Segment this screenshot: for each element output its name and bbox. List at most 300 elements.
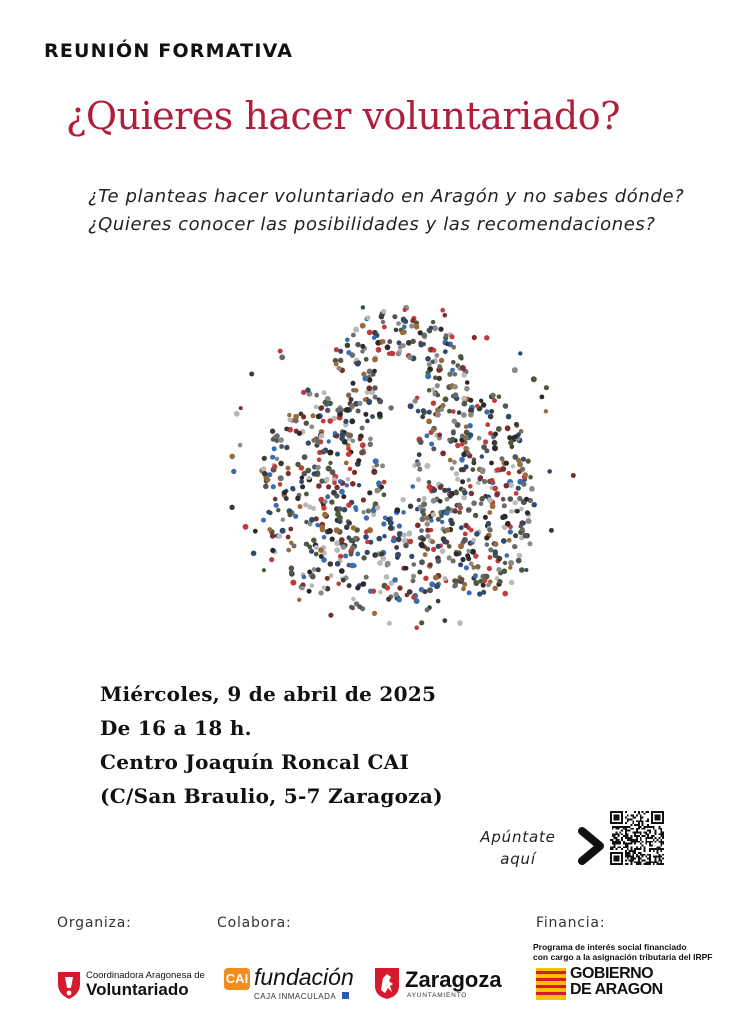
crowd-person [325, 494, 330, 499]
crowd-person [470, 467, 475, 472]
crowd-person [361, 510, 365, 514]
crowd-person [427, 410, 432, 415]
crowd-person [508, 565, 512, 569]
crowd-person [443, 396, 449, 402]
crowd-person [304, 542, 309, 547]
crowd-person [300, 484, 305, 489]
crowd-person [479, 502, 484, 507]
crowd-person [324, 477, 330, 483]
crowd-person [349, 552, 354, 557]
crowd-person [460, 479, 465, 484]
cav-emblem-icon [56, 968, 82, 1000]
crowd-person [472, 538, 477, 543]
crowd-person [335, 452, 340, 457]
crowd-person [347, 583, 352, 588]
crowd-person [277, 533, 283, 539]
crowd-person [501, 538, 507, 544]
crowd-person [372, 385, 377, 390]
crowd-person [271, 437, 276, 442]
crowd-person [462, 537, 468, 543]
crowd-person [279, 444, 284, 449]
crowd-person [475, 564, 481, 570]
crowd-person [412, 562, 417, 567]
crowd-person [357, 483, 361, 487]
crowd-person [433, 575, 439, 581]
crowd-person [490, 503, 496, 509]
crowd-person [403, 543, 409, 549]
crowd-person [312, 567, 317, 572]
zaragoza-subtitle: AYUNTAMIENTO [407, 992, 468, 999]
crowd-person [465, 380, 470, 385]
crowd-person [407, 531, 413, 537]
crowd-person [341, 578, 346, 583]
crowd-person [466, 549, 470, 553]
crowd-person [488, 414, 494, 420]
crowd-person [312, 471, 317, 476]
crowd-person [431, 512, 436, 517]
crowd-person [381, 521, 386, 526]
crowd-person [452, 578, 457, 583]
crowd-person [365, 419, 370, 424]
crowd-person [459, 457, 465, 463]
crowd-person [403, 308, 407, 312]
crowd-person [287, 417, 292, 422]
crowd-person [376, 347, 382, 353]
crowd-person [497, 579, 502, 584]
crowd-person [326, 484, 331, 489]
crowd-person [477, 591, 482, 596]
crowd-person [354, 508, 358, 512]
crowd-person [286, 471, 291, 476]
crowd-person [438, 485, 443, 490]
crowd-person [436, 544, 441, 549]
crowd-person [365, 540, 370, 545]
crowd-person [461, 396, 467, 402]
crowd-person [488, 431, 493, 436]
crowd-person [392, 314, 397, 319]
zaragoza-name: Zaragoza [405, 967, 502, 992]
crowd-person [447, 544, 452, 549]
crowd-person [375, 505, 380, 510]
crowd-person [372, 552, 378, 558]
crowd-person [446, 488, 451, 493]
crowd-person [421, 501, 427, 507]
crowd-person [461, 372, 466, 377]
crowd-person [414, 324, 420, 330]
irpf-note [533, 942, 713, 962]
crowd-person [489, 478, 495, 484]
crowd-person [322, 586, 326, 590]
crowd-person [435, 383, 440, 388]
crowd-person [427, 362, 432, 367]
crowd-person [486, 521, 491, 526]
crowd-person [366, 508, 371, 513]
crowd-person [318, 547, 324, 553]
crowd-person [500, 456, 505, 461]
crowd-person [461, 586, 466, 591]
crowd-person [425, 356, 431, 362]
crowd-person [450, 466, 454, 470]
crowd-person [278, 437, 284, 443]
crowd-person [330, 537, 335, 542]
gobierno-line-2: DE ARAGON [570, 981, 663, 998]
crowd-person [278, 482, 283, 487]
crowd-person [328, 461, 332, 465]
crowd-person [455, 477, 460, 482]
crowd-person [334, 547, 340, 553]
crowd-person [360, 426, 365, 431]
crowd-person [440, 308, 445, 313]
crowd-person [438, 499, 443, 504]
crowd-person [540, 395, 545, 400]
crowd-person [372, 336, 376, 340]
crowd-person [307, 589, 312, 594]
crowd-person [345, 483, 349, 487]
crowd-person [479, 399, 483, 403]
crowd-person [425, 516, 430, 521]
crowd-person [425, 373, 431, 379]
crowd-person [514, 491, 519, 496]
signup-line-1: Apúntate [480, 828, 556, 846]
crowd-person [388, 405, 393, 410]
crowd-person [354, 388, 359, 393]
crowd-person [411, 574, 416, 579]
crowd-person [408, 403, 414, 409]
crowd-person [504, 483, 510, 489]
crowd-person [261, 518, 266, 523]
crowd-person [229, 505, 234, 510]
crowd-person [347, 433, 353, 439]
crowd-person [436, 558, 442, 564]
crowd-person [322, 535, 327, 540]
crowd-person [436, 393, 441, 398]
crowd-person [282, 490, 287, 495]
crowd-person [462, 401, 468, 407]
crowd-person [314, 545, 319, 550]
crowd-person [493, 586, 498, 591]
qr-code-icon[interactable] [610, 811, 664, 865]
crowd-person [523, 533, 529, 539]
irpf-line-2: con cargo a la asignación tributaria del IRPF [533, 952, 713, 962]
crowd-person [351, 545, 356, 550]
event-date: Miércoles, 9 de abril de 2025 [100, 682, 437, 706]
crowd-person [425, 534, 430, 539]
crowd-person [431, 401, 436, 406]
crowd-person [427, 484, 433, 490]
crowd-person [420, 516, 426, 522]
crowd-person [437, 433, 442, 438]
cav-name: Voluntariado [86, 980, 189, 999]
crowd-person [346, 477, 350, 481]
crowd-person [496, 567, 501, 572]
crowd-person [339, 436, 345, 442]
crowd-person [267, 527, 272, 532]
signup-label[interactable] [470, 826, 566, 870]
crowd-person [524, 568, 528, 572]
crowd-person [307, 570, 312, 575]
crowd-person [295, 462, 300, 467]
crowd-person [343, 554, 348, 559]
crowd-person [507, 538, 512, 543]
crowd-person [280, 528, 286, 534]
crowd-person [402, 533, 407, 538]
crowd-person [457, 503, 463, 509]
crowd-person [471, 500, 477, 506]
crowd-person [425, 528, 430, 533]
logo-gobierno-aragon [536, 966, 686, 1004]
crowd-person [544, 385, 549, 390]
crowd-person [374, 488, 380, 494]
crowd-person [454, 490, 459, 495]
crowd-person [323, 400, 328, 405]
crowd-person [493, 541, 499, 547]
crowd-person [464, 386, 470, 392]
crowd-person [396, 351, 401, 356]
crowd-person [495, 467, 500, 472]
crowd-person [361, 497, 366, 502]
crowd-person [364, 515, 369, 520]
crowd-person [415, 523, 421, 529]
crowd-person [457, 410, 462, 415]
crowd-person [429, 442, 434, 447]
crowd-person [351, 525, 356, 530]
crowd-person [445, 527, 450, 532]
crowd-person [379, 485, 384, 490]
crowd-person [431, 427, 436, 432]
crowd-person [386, 597, 391, 602]
crowd-person [364, 357, 369, 362]
crowd-person [521, 457, 526, 462]
crowd-person [464, 565, 469, 570]
crowd-person [329, 499, 334, 504]
crowd-person [272, 464, 277, 469]
eyebrow-label: REUNIÓN FORMATIVA [44, 40, 294, 62]
crowd-person [381, 556, 387, 562]
crowd-person [343, 419, 348, 424]
crowd-person [411, 339, 416, 344]
crowd-person [274, 503, 279, 508]
crowd-person [400, 497, 405, 502]
crowd-person [401, 318, 405, 322]
crowd-person [304, 492, 309, 497]
crowd-person [451, 360, 456, 365]
crowd-person [367, 490, 372, 495]
crowd-person [445, 342, 449, 346]
crowd-person [520, 527, 525, 532]
crowd-person [351, 381, 356, 386]
crowd-person [305, 468, 311, 474]
crowd-person [319, 433, 324, 438]
crowd-person [392, 577, 398, 583]
crowd-person [493, 432, 498, 437]
crowd-person [443, 349, 448, 354]
crowd-person [265, 477, 270, 482]
crowd-person [351, 439, 356, 444]
crowd-person [468, 484, 473, 489]
crowd-person [509, 580, 515, 586]
crowd-person [424, 463, 430, 469]
crowd-person [469, 491, 474, 496]
crowd-person [355, 342, 360, 347]
crowd-person [471, 460, 476, 465]
crowd-person [249, 372, 254, 377]
crowd-person [356, 458, 361, 463]
crowd-person [288, 527, 293, 532]
crowd-person [506, 471, 511, 476]
crowd-person [526, 518, 532, 524]
crowd-person [528, 475, 533, 480]
crowd-person [314, 436, 320, 442]
crowd-person [508, 529, 513, 534]
crowd-person [381, 320, 385, 324]
crowd-person [402, 325, 407, 330]
crowd-person [350, 481, 356, 487]
crowd-person [355, 552, 360, 557]
crowd-person [295, 496, 300, 501]
crowd-person [372, 611, 377, 616]
section-financia: Financia: [536, 915, 606, 931]
crowd-person [463, 532, 468, 537]
crowd-person [335, 434, 340, 439]
crowd-person [270, 455, 275, 460]
crowd-person [421, 408, 426, 413]
crowd-person [357, 401, 362, 406]
crowd-person [314, 393, 319, 398]
crowd-person [468, 432, 474, 438]
crowd-person [346, 502, 351, 507]
crowd-person [327, 439, 331, 443]
crowd-person [419, 620, 424, 625]
crowd-person [473, 553, 478, 558]
crowd-person [297, 431, 302, 436]
event-address: (C/San Braulio, 5-7 Zaragoza) [100, 784, 443, 808]
crowd-person [526, 459, 531, 464]
crowd-person [487, 566, 492, 571]
signup-line-2: aquí [500, 850, 536, 868]
crowd-person [547, 469, 552, 474]
crowd-person [423, 576, 428, 581]
crowd-person [418, 330, 423, 335]
crowd-person [377, 411, 383, 417]
crowd-person [507, 435, 512, 440]
crowd-person [457, 510, 462, 515]
crowd-person [443, 313, 448, 318]
crowd-person [377, 399, 383, 405]
crowd-person [423, 552, 428, 557]
crowd-person [489, 461, 494, 466]
crowd-person [385, 344, 391, 350]
crowd-person [302, 454, 308, 460]
crowd-person [571, 473, 576, 478]
zaragoza-lion-crest-icon [373, 966, 401, 1000]
crowd-person [271, 484, 276, 489]
crowd-person [523, 472, 528, 477]
crowd-person [477, 436, 482, 441]
crowd-person [334, 362, 339, 367]
logo-coordinadora-voluntariado [56, 968, 206, 1002]
crowd-person [513, 500, 518, 505]
crowd-person [328, 613, 333, 618]
crowd-person [417, 498, 421, 502]
crowd-person [497, 394, 502, 399]
crowd-person [486, 583, 491, 588]
crowd-person [409, 323, 414, 328]
crowd-person [454, 471, 459, 476]
crowd-person [320, 405, 325, 410]
crowd-person [261, 466, 266, 471]
crowd-person [549, 528, 554, 533]
gobierno-line-1: GOBIERNO [570, 965, 654, 982]
crowd-person [263, 484, 269, 490]
crowd-person [311, 413, 316, 418]
crowd-person [419, 542, 425, 548]
crowd-person [494, 492, 499, 497]
crowd-person [318, 590, 323, 595]
crowd-person [387, 352, 391, 356]
crowd-person [270, 429, 275, 434]
crowd-person [316, 567, 321, 572]
crowd-person [284, 445, 289, 450]
crowd-person [508, 440, 513, 445]
crowd-person [349, 418, 355, 424]
crowd-person [425, 433, 430, 438]
crowd-person [379, 314, 385, 320]
crowd-person [492, 549, 498, 555]
crowd-person [270, 548, 275, 553]
crowd-person [453, 384, 458, 389]
crowd-person [262, 471, 268, 477]
crowd-person [505, 521, 511, 527]
crowd-person [513, 533, 518, 538]
crowd-person [441, 536, 447, 542]
crowd-person [338, 554, 343, 559]
crowd-person [448, 494, 453, 499]
crowd-person [431, 320, 435, 324]
crowd-person [397, 597, 402, 602]
crowd-person [351, 333, 356, 338]
crowd-person [450, 368, 455, 373]
crowd-person [368, 437, 373, 442]
crowd-person [396, 321, 401, 326]
crowd-person [309, 517, 315, 523]
crowd-person [344, 407, 350, 413]
crowd-person [314, 405, 319, 410]
crowd-person [420, 509, 425, 514]
crowd-person [306, 440, 311, 445]
crowd-person [419, 528, 424, 533]
crowd-person [239, 406, 243, 410]
crowd-person [444, 510, 450, 516]
crowd-person [267, 472, 272, 477]
crowd-person [253, 529, 258, 534]
aragon-flag-icon [536, 968, 566, 1000]
crowd-person [529, 486, 535, 492]
crowd-person [528, 541, 533, 546]
crowd-person [517, 553, 522, 558]
crowd-person [410, 318, 415, 323]
crowd-person [356, 360, 361, 365]
crowd-person [505, 553, 510, 558]
crowd-person [431, 547, 436, 552]
crowd-person [373, 395, 378, 400]
crowd-person [463, 435, 468, 440]
crowd-person [416, 477, 421, 482]
crowd-person [344, 525, 349, 530]
crowd-person [397, 340, 402, 345]
crowd-person [427, 587, 433, 593]
crowd-person [372, 470, 377, 475]
crowd-person [462, 490, 467, 495]
